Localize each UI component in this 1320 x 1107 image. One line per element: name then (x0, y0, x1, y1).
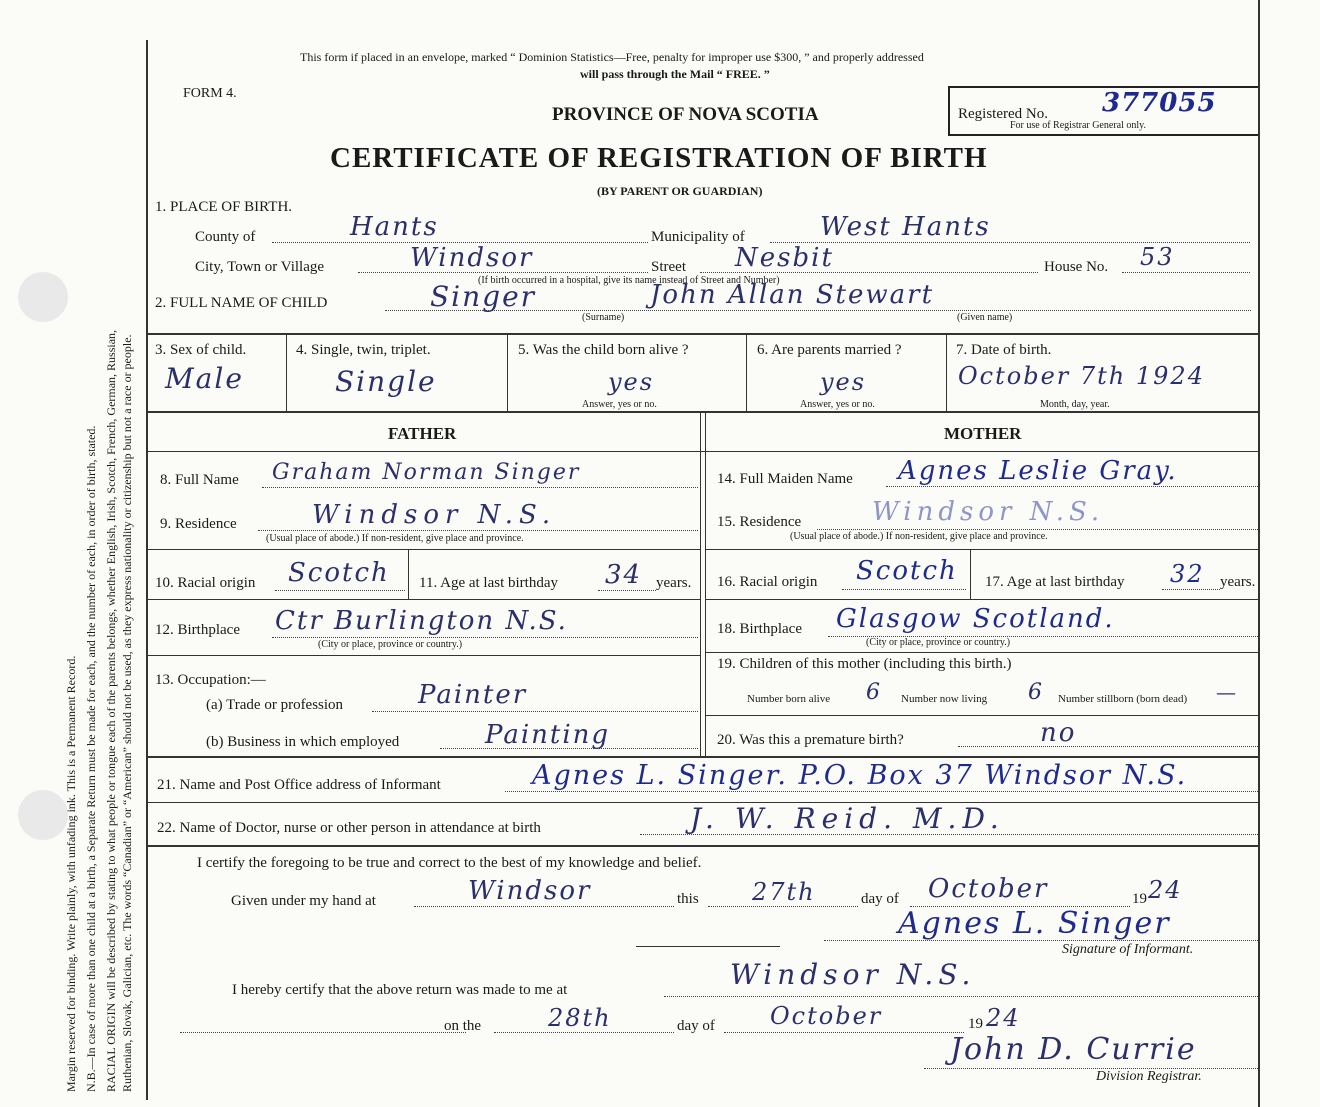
street-label: Street (651, 259, 686, 275)
children-label (717, 656, 1012, 673)
given-day: 27th (752, 878, 816, 906)
father-name-label: 8. Full Name (160, 472, 239, 488)
given-this-label: this (677, 891, 699, 907)
child-name-label: 2. FULL NAME OF CHILD (155, 295, 328, 311)
alive-label: 5. Was the child born alive ? (518, 342, 689, 358)
witness-line (636, 946, 780, 947)
children-label-text: 19. Children of this mother (including this birth.) (717, 656, 1012, 672)
sex-label: 3. Sex of child. (155, 342, 247, 358)
registrar-day-line (494, 1032, 674, 1033)
sex-value: Male (165, 362, 244, 395)
registrar-statement: I hereby certify that the above return was made to me at (232, 982, 568, 998)
registrar-year: 24 (986, 1004, 1021, 1032)
mother-racial-label: 16. Racial origin (717, 574, 818, 590)
premature-label: 20. Was this a premature birth? (717, 732, 904, 748)
father-birthplace-note: (City or place, province or country.) (318, 639, 463, 650)
certificate-title: CERTIFICATE OF REGISTRATION OF BIRTH (330, 142, 988, 174)
informant-label: 21. Name and Post Office address of Informant (157, 777, 441, 793)
margin-note-2: N.B.—In case of more than one child at a birth, a Separate Return must be made for each, and the number of each, in order of birth, stated. (84, 425, 98, 1092)
mother-birthplace: Glasgow Scotland. (836, 604, 1115, 634)
premature-value: no (1040, 718, 1077, 748)
father-racial-label: 10. Racial origin (155, 575, 256, 591)
certify-statement: I certify the foregoing to be true and correct to the best of my knowledge and belief. (197, 855, 702, 871)
hospital-note: (If birth occurred in a hospital, give its name instead of Street and Number) (478, 275, 780, 286)
doctor-label: 22. Name of Doctor, nurse or other person in attendance at birth (157, 820, 541, 836)
dob-label: 7. Date of birth. (956, 342, 1052, 358)
form-left-border (146, 40, 148, 1100)
divider-below-parents (147, 756, 1260, 758)
married-label: 6. Are parents married ? (757, 342, 902, 358)
parents-divider (700, 411, 706, 756)
father-residence-note: (Usual place of abode.) If non-resident, give place and province. (266, 533, 524, 544)
doctor-value: J. W. Reid. M.D. (690, 802, 1005, 835)
details-div-4 (946, 333, 947, 411)
mother-div-2 (706, 599, 1260, 600)
registrar-signature-label: Division Registrar. (1096, 1069, 1202, 1084)
father-racial-div (408, 549, 409, 599)
plurality-label: 4. Single, twin, triplet. (296, 342, 431, 358)
married-value: yes (820, 368, 867, 396)
given-place-line (414, 906, 674, 907)
child-given-name: John Allan Stewart (650, 280, 935, 310)
registrar-dayof-label: day of (677, 1018, 715, 1034)
plurality-value: Single (335, 365, 437, 398)
margin-note-1: Margin reserved for binding. Write plainly, with unfading ink. This is a Permanent Record. (64, 655, 78, 1092)
form-number: FORM 4. (183, 86, 237, 101)
mother-div-4 (706, 715, 1260, 716)
house-line (1122, 272, 1250, 273)
registrar-place: Windsor N.S. (730, 958, 976, 991)
mother-residence-label: 15. Residence (717, 514, 802, 530)
given-month: October (928, 874, 1049, 904)
mother-residence-note: (Usual place of abode.) If non-resident, give place and province. (790, 531, 1048, 542)
dob-value: October 7th 1924 (958, 362, 1205, 390)
mother-name: Agnes Leslie Gray. (898, 456, 1178, 486)
registrar-signature: John D. Currie (950, 1032, 1197, 1067)
child-surname: Singer (430, 280, 537, 313)
registrar-year-prefix: 19 (968, 1016, 983, 1032)
father-div-1 (147, 549, 700, 550)
mother-div-1 (706, 549, 1260, 550)
born-alive-value: 6 (866, 680, 882, 705)
municipality-label: Municipality of (651, 229, 745, 245)
father-age-label: 11. Age at last birthday (419, 575, 558, 591)
informant-value: Agnes L. Singer. P.O. Box 37 Windsor N.S. (532, 760, 1188, 791)
registrar-place-line (664, 996, 1258, 997)
mother-birthplace-note: (City or place, province or country.) (866, 637, 1011, 648)
given-note: (Given name) (957, 312, 1013, 323)
county-label: County of (195, 229, 256, 245)
margin-note-3: RACIAL ORIGIN will be described by stating to what people or tongue each of the parents belongs, whether English, Irish, Scotch, French, German, Russian, (104, 329, 118, 1092)
house-label: House No. (1044, 259, 1109, 275)
mother-residence-line (817, 529, 1258, 530)
alive-note: Answer, yes or no. (582, 399, 657, 410)
father-name-line (262, 487, 698, 488)
now-living-label: Number now living (901, 693, 988, 705)
married-note: Answer, yes or no. (800, 399, 875, 410)
mother-age-label: 17. Age at last birthday (985, 574, 1125, 590)
trade-label: (a) Trade or profession (206, 697, 344, 713)
municipality-value: West Hants (820, 212, 991, 242)
registered-number: 377055 (1102, 88, 1217, 118)
father-racial-line (275, 590, 405, 591)
form-right-border (1258, 0, 1260, 1107)
mother-age-line (1162, 589, 1220, 590)
mother-residence: Windsor N.S. (872, 497, 1105, 527)
mother-birthplace-label: 18. Birthplace (717, 621, 802, 637)
registrar-signature-line (924, 1068, 1258, 1069)
father-birthplace-line (272, 637, 698, 638)
mail-notice-2: will pass through the Mail “ FREE. ” (580, 67, 770, 81)
informant-signature: Agnes L. Singer (898, 906, 1171, 941)
divider-above-details (147, 333, 1260, 335)
business-label: (b) Business in which employed (206, 734, 400, 750)
father-birthplace-label: 12. Birthplace (155, 622, 240, 638)
given-label: Given under my hand at (231, 893, 376, 909)
father-div-2 (147, 599, 700, 600)
registrar-lead-line (180, 1032, 466, 1033)
mother-years: years. (1220, 574, 1256, 590)
province-heading: PROVINCE OF NOVA SCOTIA (552, 104, 819, 125)
mother-age: 32 (1170, 560, 1205, 588)
father-age-line (598, 590, 656, 591)
father-name: Graham Norman Singer (272, 460, 581, 485)
street-value: Nesbit (735, 243, 834, 273)
county-value: Hants (350, 212, 439, 242)
trade-value: Painter (418, 680, 528, 710)
binding-hole-bottom (18, 790, 68, 840)
trade-line (372, 711, 698, 712)
alive-value: yes (608, 368, 655, 396)
father-residence-line (258, 530, 698, 531)
details-div-1 (286, 333, 287, 411)
father-racial: Scotch (288, 558, 390, 588)
registrar-on-the-label: on the (444, 1018, 482, 1034)
occupation-label: 13. Occupation:— (155, 672, 266, 688)
divider-below-doctor (147, 845, 1260, 847)
informant-line (505, 791, 1258, 792)
dob-note: Month, day, year. (1040, 399, 1110, 410)
surname-note: (Surname) (582, 312, 625, 323)
mother-racial-div (970, 549, 971, 599)
given-day-line (708, 906, 858, 907)
stillborn-value: — (1216, 680, 1238, 704)
registrar-month-line (724, 1032, 964, 1033)
mother-name-line (886, 486, 1258, 487)
registered-box (948, 86, 1260, 136)
registrar-note: For use of Registrar General only. (1010, 120, 1146, 131)
municipality-line (770, 242, 1250, 243)
born-alive-label: Number born alive (747, 693, 831, 705)
given-year: 24 (1148, 876, 1183, 904)
certificate-subtitle: (BY PARENT OR GUARDIAN) (597, 184, 763, 198)
place-of-birth-label: 1. PLACE OF BIRTH. (155, 199, 293, 215)
mother-racial-line (842, 589, 966, 590)
given-dayof-label: day of (861, 891, 899, 907)
father-birthplace: Ctr Burlington N.S. (275, 606, 568, 636)
father-residence-label: 9. Residence (160, 516, 237, 532)
stillborn-label: Number stillborn (born dead) (1058, 693, 1188, 705)
informant-signature-line (824, 940, 1258, 941)
registrar-day: 28th (548, 1004, 612, 1032)
mother-name-label: 14. Full Maiden Name (717, 471, 853, 487)
registrar-month: October (770, 1002, 883, 1030)
heading-underline (147, 451, 1260, 452)
city-label: City, Town or Village (195, 259, 325, 275)
mail-notice-1: This form if placed in an envelope, marked “ Dominion Statistics—Free, penalty for improper use $300, ” and properly addressed (300, 50, 924, 64)
house-value: 53 (1140, 243, 1175, 271)
business-value: Painting (485, 720, 611, 750)
now-living-value: 6 (1028, 680, 1044, 705)
father-years: years. (656, 575, 692, 591)
details-div-3 (746, 333, 747, 411)
mother-div-3 (706, 652, 1260, 653)
margin-note-4: Ruthenian, Slovak, Galician, etc. The words “Canadian” or “American” should not be used, as they express nationality or citizenship but not a race or people. (120, 334, 134, 1092)
premature-line (958, 746, 1258, 747)
registered-label: Registered No. (958, 106, 1048, 122)
binding-hole-top (18, 272, 68, 322)
informant-signature-label: Signature of Informant. (1062, 942, 1194, 957)
father-residence: Windsor N.S. (312, 500, 557, 530)
mother-heading: MOTHER (944, 424, 1022, 443)
given-place: Windsor (468, 876, 592, 906)
mother-racial: Scotch (856, 556, 958, 586)
given-year-prefix: 19 (1132, 891, 1147, 907)
details-div-2 (507, 333, 508, 411)
father-div-3 (147, 655, 700, 656)
father-heading: FATHER (388, 424, 457, 443)
city-value: Windsor (410, 243, 534, 273)
father-age: 34 (605, 560, 643, 590)
